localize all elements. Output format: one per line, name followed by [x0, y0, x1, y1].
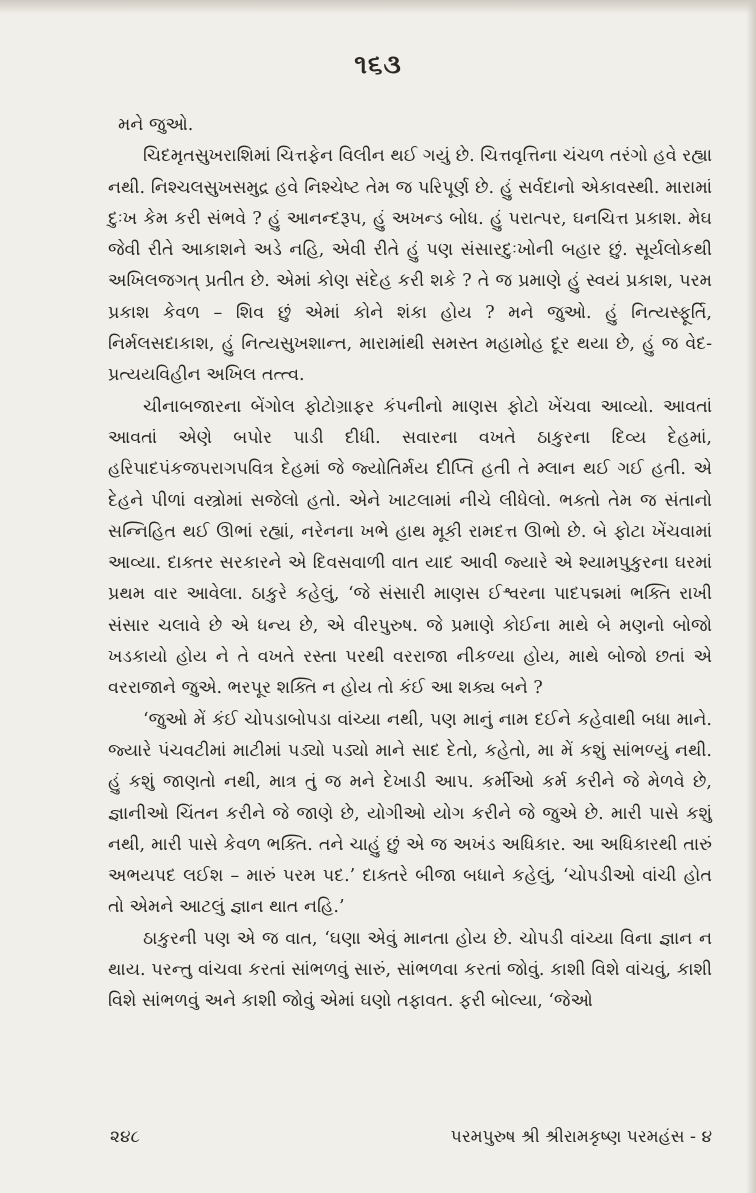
paragraph: ઠાકુરની પણ એ જ વાત, ‘ઘણા એવું માનતા હોય છે. ચોપડી વાંચ્યા વિના જ્ઞાન ન થાય. પરન્તુ વાંચવા કરતાં સાંભળવું સારું, સાંભળવા કરતાં જોવું. કાશી વિશે વાંચવું, કાશી વિશે સાંભળવું અને કાશી જોવું એમાં ઘણો તફાવત. ફરી બોલ્યા, ‘જેઓ	[108, 928, 712, 1012]
paragraph: ચીનાબજારના બેંગોલ ફોટોગ્રાફર કંપનીનો માણસ ફોટો ખેંચવા આવ્યો. આવતાં આવતાં એણે બપોર પાડી દીધી. સવારના વખતે ઠાકુરના દિવ્ય દેહમાં, હરિપાદપંકજપરાગપવિત્ર દેહમાં જે જ્યોતિર્મય દીપ્તિ હતી તે મ્લાન થઈ ગઈ હતી. એ દેહને પીળાં વસ્ત્રોમાં સજેલો હતો. એને ખાટલામાં નીચે લીધેલો. ભક્તો તેમ જ સંતાનો સન્નિહિત થઈ ઊભાં રહ્યાં, નરેનના ખભે હાથ મૂકી રામદત્ત ઊભો છે. બે ફોટા ખેંચવામાં આવ્યા. દાક્તર સરકારને એ દિવસવાળી વાત યાદ આવી જ્યારે એ શ્યામપુકુરના ઘરમાં પ્રથમ વાર આવેલા. ઠાકુરે કહેલું, ‘જે સંસારી માણસ ઈશ્વરના પાદપદ્મમાં ભક્તિ રાખી સંસાર ચલાવે છે એ ધન્ય છે, એ વીરપુરુષ. જે પ્રમાણે કોઈના માથે બે મણનો બોજો ખડકાયો હોય ને તે વખતે રસ્તા પરથી વરરાજા નીકળ્યા હોય, માથે બોજો છતાં એ વરરાજાને જુએ. ભરપૂર શક્તિ ન હોય તો કંઈ આ શક્ય બને ?	[108, 396, 712, 699]
body-text	[108, 110, 712, 1018]
chapter-number: ૧૬૩	[354, 50, 402, 80]
paragraph-opening: મને જુઓ.	[118, 115, 194, 135]
page-footer	[108, 1127, 712, 1157]
page-top-edge-shadow	[0, 0, 756, 14]
paragraph: ચિદમૃતસુખરાશિમાં ચિત્તફેન વિલીન થઈ ગયું છે. ચિત્તવૃત્તિના ચંચળ તરંગો હવે રહ્યા નથી. નિશ્ચલસુખસમુદ્ર હવે નિશ્ચેષ્ટ તેમ જ પરિપૂર્ણ છે. હું સર્વદાનો એકાવસ્થી. મારામાં દુઃખ કેમ કરી સંભવે ? હું આનન્દરૂપ, હું અખન્ડ બોધ. હું પરાત્પર, ઘનચિત્ત પ્રકાશ. મેઘ જેવી રીતે આકાશને અડે નહિ, એવી રીતે હું પણ સંસારદુઃખોની બહાર છું. સૂર્યલોકથી અખિલજગત્ પ્રતીત છે. એમાં કોણ સંદેહ કરી શકે ? તે જ પ્રમાણે હું સ્વયં પ્રકાશ, પરમ પ્રકાશ કેવળ – શિવ છું એમાં કોને શંકા હોય ? મને જુઓ. હું નિત્યસ્ફૂર્તિ, નિર્મલસદાકાશ, હું નિત્યસુખશાન્ત, મારામાંથી સમસ્ત મહામોહ દૂર થયા છે, હું જ વેદ-પ્રત્યયવિહીન અખિલ તત્ત્વ.	[108, 146, 712, 386]
paragraph: ‘જુઓ મેં કંઈ ચોપડાબોપડા વાંચ્યા નથી, પણ માનું નામ દઈને કહેવાથી બધા માને. જ્યારે પંચવટીમાં માટીમાં પડ્યો પડ્યો માને સાદ દેતો, કહેતો, મા મેં કશું સાંભળ્યું નથી. હું કશું જાણતો નથી, માત્ર તું જ મને દેખાડી આપ. કર્મીઓ કર્મ કરીને જે મેળવે છે, જ્ઞાનીઓ ચિંતન કરીને જે જાણે છે, યોગીઓ યોગ કરીને જે જુએ છે. મારી પાસે કશું નથી, મારી પાસે કેવળ ભક્તિ. તને ચાહું છું એ જ અખંડ અધિકાર. આ અધિકારથી તારું અભયપદ લઈશ – મારું પરમ પદ.’ દાક્તરે બીજા બધાને કહેલું, ‘ચોપડીઓ વાંચી હોત તો એમને આટલું જ્ઞાન થાત નહિ.’	[108, 709, 712, 918]
page-gutter-shadow	[746, 0, 756, 1193]
page-number: ૨૪૮	[110, 1127, 140, 1147]
running-book-title: પરમપુરુષ શ્રી શ્રીરામકૃષ્ણ પરમહંસ - ૪	[450, 1127, 712, 1147]
